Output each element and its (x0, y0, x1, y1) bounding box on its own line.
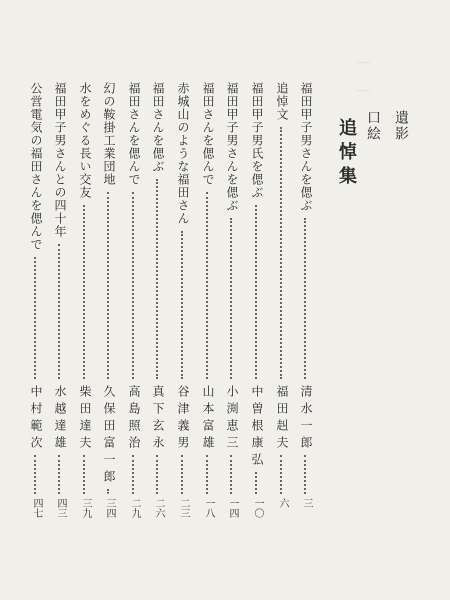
dotted-leader (255, 472, 257, 494)
entry-title: 福田さんを偲ぶ (151, 82, 165, 173)
entry-author: 中曽根康弘 (250, 385, 264, 470)
entry-title: 水をめぐる長い交友 (78, 82, 92, 199)
entry-author: 水越達雄 (53, 385, 67, 453)
entry-page-number: 三四 (104, 498, 115, 518)
entry-page-number: 一〇 (252, 498, 263, 518)
dotted-leader (304, 455, 306, 494)
front-item-frontispiece (366, 110, 380, 142)
front-item-title: 遺影 (393, 110, 409, 142)
dotted-leader (156, 455, 158, 494)
entry-author: 山本富雄 (201, 385, 215, 453)
dotted-leader (255, 205, 257, 379)
entry-author: 中村範次 (29, 385, 43, 453)
dotted-leader (206, 192, 208, 379)
entry-title: 公営電気の福田さんを偲んで (29, 82, 43, 251)
entry-page-number: 二六 (153, 498, 164, 518)
entry-page-number: 二三 (178, 498, 189, 518)
entry-author: 福田赳夫 (275, 385, 289, 453)
dotted-leader (83, 205, 85, 379)
front-item-title: 口絵 (365, 110, 381, 142)
dotted-leader (181, 231, 183, 379)
dotted-leader (34, 455, 36, 494)
entry-page-number: 二九 (129, 498, 140, 518)
dotted-leader (58, 244, 60, 379)
entry-title: 福田甲子男さんを偲ぶ (225, 82, 239, 212)
entry-page-number: 四七 (31, 498, 42, 518)
front-item-portrait (394, 110, 408, 142)
entry-title: 福田甲子男さんとの四十年 (53, 82, 67, 238)
dotted-leader (230, 218, 232, 379)
entry-page-number: 三 (301, 498, 312, 508)
entry-title: 福田甲子男氏を偲ぶ (250, 82, 264, 199)
entry-title: 福田さんを偲んで (201, 82, 215, 186)
section-title: 追悼集 (336, 118, 357, 190)
entry-title: 福田甲子男さんを偲ぶ (299, 82, 313, 212)
entry-page-number: 三九 (80, 498, 91, 518)
entry-page-number: 一八 (203, 498, 214, 518)
dotted-leader (107, 192, 109, 379)
dotted-leader (34, 257, 36, 379)
dotted-leader (304, 218, 306, 379)
dotted-leader (280, 127, 282, 379)
dotted-leader (83, 455, 85, 494)
entry-page-number: 一四 (227, 498, 238, 518)
entry-page-number: 六 (277, 498, 288, 508)
entry-author: 柴田達夫 (78, 385, 92, 453)
entry-author: 真下玄永 (151, 385, 165, 453)
entry-title: 福田さんを偲んで (127, 82, 141, 186)
entry-title: 幻の鞍掛工業団地 (102, 82, 116, 186)
dotted-leader (132, 192, 134, 379)
entry-page-number: 四三 (55, 498, 66, 518)
entry-author: 高島照治 (127, 385, 141, 453)
dotted-leader (181, 455, 183, 494)
entry-title: 赤城山のような福田さん (176, 82, 190, 225)
entry-author: 谷津義男 (176, 385, 190, 453)
dotted-leader (107, 489, 109, 494)
dotted-leader (156, 179, 158, 379)
dotted-leader (132, 455, 134, 494)
entry-author: 清水一郎 (299, 385, 313, 453)
dotted-leader (206, 455, 208, 494)
dotted-leader (280, 455, 282, 494)
entry-author: 久保田富一郎 (102, 385, 116, 487)
entry-author: 小渕恵三 (225, 385, 239, 453)
bleed-through-marks: ｜ ｜ (354, 56, 370, 98)
dotted-leader (230, 455, 232, 494)
dotted-leader (58, 455, 60, 494)
entry-title: 追悼文 (275, 82, 289, 121)
